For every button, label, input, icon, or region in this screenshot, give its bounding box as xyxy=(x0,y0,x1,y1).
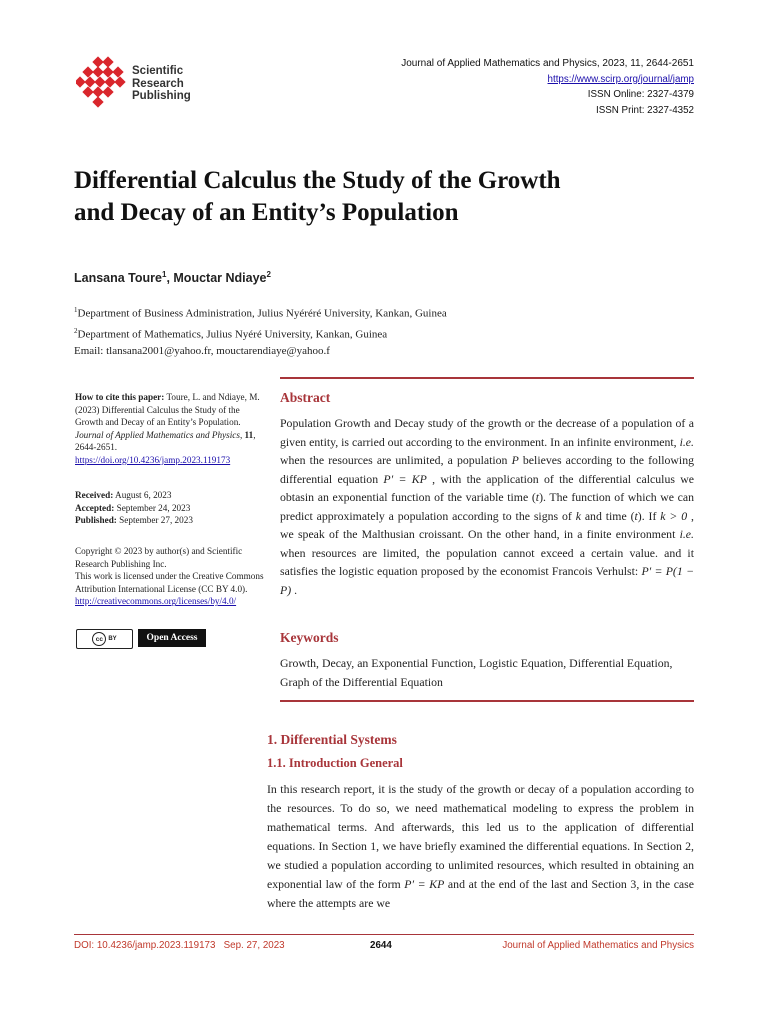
footer-doi: DOI: 10.4236/jamp.2023.119173 Sep. 27, 2023 xyxy=(74,940,285,951)
affiliations xyxy=(74,302,447,360)
affiliation-2: $^2$Department of Mathematics, Julius Nyéré University, Kankan, Guinea xyxy=(74,326,388,341)
cite-label: How to cite this paper: xyxy=(75,392,165,402)
logo-line-2: Research xyxy=(132,77,184,90)
issn-online: ISSN Online: 2327-4379 xyxy=(587,89,694,101)
how-to-cite: How to cite this paper: Toure, L. and Ndiaye, M. (2023) Differential Calculus the Study of the Growth and Decay of an Entity’s Population. Journal of Applied Mathematics and Physics, 11, 2644-2651. https://doi.org/10.4236/jamp.2023.119173 xyxy=(75,392,260,465)
received-date: Received: August 6, 2023 xyxy=(75,490,172,500)
author-1-affil: 1 xyxy=(161,270,167,279)
author-list xyxy=(74,270,271,285)
issn-print: ISSN Print: 2327-4352 xyxy=(595,104,694,116)
footer-journal-name: Journal of Applied Mathematics and Physics xyxy=(502,940,694,951)
affiliation-1-sup: 1 xyxy=(74,306,78,314)
author-1: Lansana Toure xyxy=(74,271,162,286)
keywords-list: Growth, Decay, an Exponential Function, Logistic Equation, Differential Equation, Graph of the Differential Equation xyxy=(280,656,673,689)
creative-commons-icon: cc xyxy=(92,632,106,646)
author-separator: , xyxy=(166,271,174,286)
affiliation-1: $^1$Department of Business Administration, Julius Nyéréré University, Kankan, Guinea xyxy=(74,306,447,320)
author-email: Email: tlansana2001@yahoo.fr, mouctarendiaye@yahoo.f xyxy=(74,345,330,358)
author-2-affil: 2 xyxy=(266,270,271,279)
publication-dates xyxy=(75,489,265,527)
section-1-1-heading: 1.1. Introduction General xyxy=(267,756,403,770)
footer-page-number: 2644 xyxy=(370,940,392,951)
paper-title-line-1: Differential Calculus the Study of the Growth xyxy=(74,167,561,194)
keywords-heading: Keywords xyxy=(280,630,339,645)
publisher-logo xyxy=(76,56,206,112)
license-text: This work is licensed under the Creative Commons Attribution International License (CC BY 4.0). xyxy=(75,571,264,594)
cc-by-badge[interactable] xyxy=(76,629,133,649)
author-2: Mouctar Ndiaye xyxy=(173,271,267,286)
cc-by-label: BY xyxy=(108,636,117,642)
equation-logistic: P′ = P(1 − P) xyxy=(280,564,694,597)
abstract-body: Population Growth and Decay study of the growth or the decrease of a population of a given entity, is carried out according to the environment. In an infinite environment, i.e. when the resources are unlimited, a population P believes according to the following differential equation P′ = KP , with the application of the differential calculus we obtasin an exponential function of the variable time (t). The function of which we can predict approximately a population according to the signs of k and time (t). If k > 0 , we speak of the Malthusian croissant. On the other hand, in a finite environment i.e. when resources are limited, the population cannot exceed a certain value. and it satisfies the logistic equation proposed by the economist Francois Verhulst: P′ = P(1 − P) . xyxy=(280,416,695,597)
cite-volume: 11 xyxy=(244,429,254,440)
cite-doi-link[interactable]: https://doi.org/10.4236/jamp.2023.119173 xyxy=(75,454,231,465)
affiliation-2-sup: 2 xyxy=(74,326,78,335)
journal-url-link[interactable]: https://www.scirp.org/journal/jamp xyxy=(547,73,694,85)
logo-line-3: Publishing xyxy=(132,90,191,102)
section-1-heading: 1. Differential Systems xyxy=(267,732,397,747)
open-access-badge: Open Access xyxy=(138,629,206,647)
logo-wordmark xyxy=(132,65,191,103)
equation-pkp: P′ = KP xyxy=(383,471,427,486)
paper-title xyxy=(74,165,714,229)
keywords-bottom-rule xyxy=(280,700,694,702)
abstract-heading: Abstract xyxy=(280,390,331,405)
footer-rule xyxy=(74,934,694,935)
accepted-date: Accepted: September 24, 2023 xyxy=(75,502,191,513)
logo-diamonds-icon xyxy=(76,56,132,112)
published-date: Published: September 27, 2023 xyxy=(75,515,193,526)
copyright-line: Copyright © 2023 by author(s) and Scientific Research Publishing Inc. xyxy=(75,546,243,569)
journal-citation: Journal of Applied Mathematics and Physics, 2023, 11, 2644-2651 xyxy=(401,58,694,69)
equation-pkp-inline: P′ = KP xyxy=(404,877,445,891)
abstract-top-rule xyxy=(280,377,694,379)
intro-paragraph: In this research report, it is the study of the growth or decay of a population according to the resources. To do so, we need mathematical modeling to express the problem in mathematical terms. And afterwards, this led us to the application of differential equations. In Section 1, we have briefly examined the differential equations. In Section 2, we studied a population according to unlimited resources, which resulted in obtaining an exponential law of the form P′ = KP and at the end of the last and Section 3, in the case where the attempts are we xyxy=(267,782,694,910)
license-url-link[interactable]: http://creativecommons.org/licenses/by/4.0/ xyxy=(75,596,237,607)
paper-title-line-2: and Decay of an Entity’s Population xyxy=(74,199,459,226)
copyright-notice xyxy=(75,545,265,608)
cite-journal: Journal of Applied Mathematics and Physics xyxy=(75,429,240,440)
journal-info xyxy=(401,56,694,118)
logo-line-1: Scientific xyxy=(132,65,184,77)
equation-k-positive: k > 0 xyxy=(660,508,688,523)
